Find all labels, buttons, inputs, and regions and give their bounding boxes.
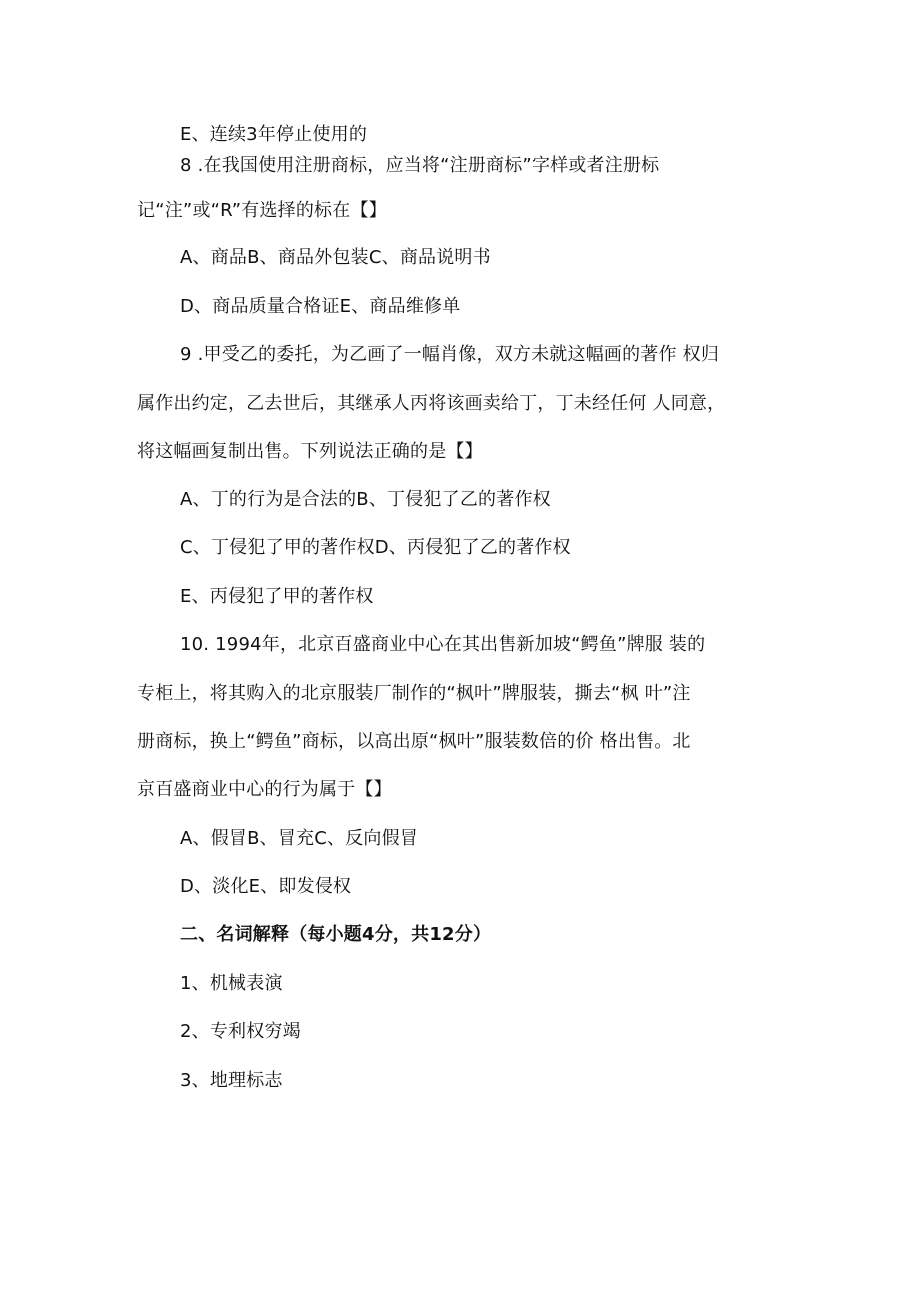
option-line: D、淡化E、即发侵权 — [180, 876, 352, 897]
option-line: E、丙侵犯了甲的著作权 — [180, 586, 374, 607]
question-10-line-2: 专柜上，将其购入的北京服装厂制作的“枫叶”牌服装，撕去“枫 叶”注 — [137, 683, 691, 704]
question-9-line-2: 属作出约定，乙去世后，其继承人丙将该画卖给丁，丁未经任何 人同意， — [137, 393, 726, 414]
question-8-line-1: 8 .在我国使用注册商标，应当将“注册商标”字样或者注册标 — [180, 155, 660, 176]
option-line: A、丁的行为是合法的B、丁侵犯了乙的著作权 — [180, 489, 551, 510]
option-line: A、假冒B、冒充C、反向假冒 — [180, 828, 419, 849]
term-item: 2、专利权穷竭 — [180, 1021, 301, 1042]
term-item: 3、地理标志 — [180, 1070, 283, 1091]
option-line: E、连续3年停止使用的 — [180, 124, 368, 145]
question-10-line-3: 册商标，换上“鳄鱼”商标，以高出原“枫叶”服装数倍的价 格出售。北 — [137, 731, 691, 752]
term-item: 1、机械表演 — [180, 973, 283, 994]
question-9-line-3: 将这幅画复制出售。下列说法正确的是【】 — [137, 441, 483, 462]
question-10-line-1: 10. 1994年，北京百盛商业中心在其出售新加坡“鳄鱼”牌服 装的 — [180, 634, 706, 655]
option-line: D、商品质量合格证E、商品维修单 — [180, 296, 461, 317]
question-10-line-4: 京百盛商业中心的行为属于【】 — [137, 779, 392, 800]
option-line: C、丁侵犯了甲的著作权D、丙侵犯了乙的著作权 — [180, 537, 571, 558]
option-line: A、商品B、商品外包装C、商品说明书 — [180, 247, 491, 268]
question-8-line-2: 记“注”或“R”有选择的标在【】 — [137, 200, 387, 221]
question-9-line-1: 9 .甲受乙的委托，为乙画了一幅肖像，双方未就这幅画的著作 权归 — [180, 344, 720, 365]
section-heading: 二、名词解释（每小题4分，共12分） — [180, 924, 492, 945]
